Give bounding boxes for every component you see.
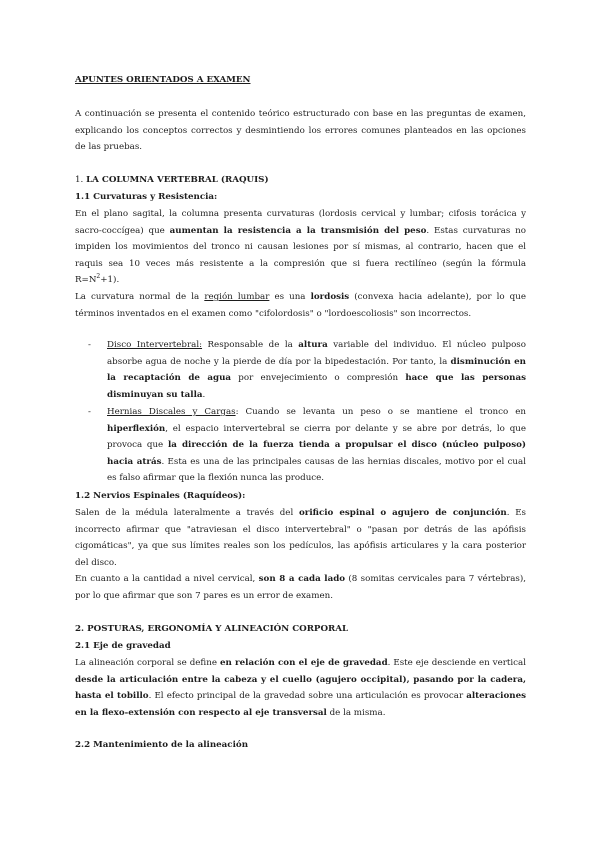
text-run: de la misma. — [326, 707, 386, 718]
text-run: es una — [269, 292, 311, 302]
section-1-title: LA COLUMNA VERTEBRAL (RAQUIS) — [86, 175, 269, 185]
bold-text: aumentan la resistencia a la transmisión del peso — [169, 225, 427, 236]
text-run: . El efecto principal de la gravedad sobre una articulación es provocar — [148, 691, 467, 701]
bold-text: la dirección de la fuerza tienda a propulsar el disco (núcleo pulposo) hacia atrás — [107, 440, 526, 467]
text-run: . Este eje desciende en vertical — [387, 658, 526, 668]
text-run: La curvatura normal de la — [75, 292, 205, 302]
bullet-hernias-discales — [107, 404, 526, 487]
bullet-term: Hernias Discales y Cargas — [107, 407, 236, 417]
document-title: APUNTES ORIENTADOS A EXAMEN — [75, 75, 251, 85]
underlined-text: región lumbar — [204, 292, 270, 302]
bold-text: son 8 a cada lado — [258, 574, 346, 584]
text-run: En cuanto a la cantidad a nivel cervical, — [75, 574, 259, 584]
text-run: : Cuando se levanta un peso o se mantiene el tronco en — [235, 407, 526, 417]
intro-paragraph: A continuación se presenta el contenido teórico estructurado con base en las preguntas de examen, explicando los conceptos correctos y desmintiendo los errores comunes planteados en las opciones de las pruebas. — [75, 109, 526, 152]
text-run: +1). — [100, 275, 120, 285]
bold-text: lordosis — [310, 292, 350, 302]
text-run: . Estas curvaturas no impiden los movimientos del tronco ni causan lesiones por sí mismas, al contrario, hacen que el raquis sea 10 veces más resistente a la compresión que si fuera rectilíneo (según la fórmula R=N — [75, 225, 526, 285]
section-1-heading — [75, 172, 526, 189]
text-run: (8 somitas cervicales para 7 vértebras), por lo que afirmar que son 7 pares es un error de examen. — [75, 574, 526, 601]
bold-text: altura — [298, 340, 328, 350]
bold-text: disminución en la recaptación de agua — [107, 356, 526, 383]
text-run: por envejecimiento o compresión — [231, 373, 406, 383]
text-run: variable del individuo. El núcleo pulposo absorbe agua de noche y la pierde de día por la bipedestación. Por tanto, la — [107, 340, 526, 367]
text-run: . Esta es una de las principales causas de las hernias discales, motivo por el cual es falso afirmar que la flexión nunca las produce. — [107, 456, 526, 483]
superscript: 2 — [96, 273, 101, 281]
paragraph-curvaturas — [75, 206, 526, 289]
text-run: (convexa hacia adelante), por lo que términos inventados en el examen como "cifolordosis" o "lordoescoliosis" son incorrectos. — [75, 292, 526, 319]
text-run: , el espacio intervertebral se cierra por delante y se abre por detrás, lo que provoca que — [107, 423, 526, 450]
text-run: . — [202, 389, 206, 400]
text-run: . Es incorrecto afirmar que "atraviesan el disco intervertebral" o "pasan por detrás de las apófisis cigomáticas", ya que sus límites reales son los pedículos, las apófisis articulares y la cara posterior del disco. — [75, 508, 526, 568]
bold-text: alteraciones en la flexo-extensión con respecto al eje transversal — [75, 691, 526, 718]
paragraph-nervios — [75, 505, 526, 571]
bold-text: orificio espinal o agujero de conjunción — [298, 508, 507, 518]
section-2-heading: 2. POSTURAS, ERGONOMÍA Y ALINEACIÓN CORPORAL — [75, 624, 349, 634]
subsection-2-2-heading: 2.2 Mantenimiento de la alineación — [75, 740, 249, 750]
text-run: La alineación corporal se define — [75, 658, 220, 668]
bullet-marker: - — [88, 340, 91, 350]
subsection-1-2-heading: 1.2 Nervios Espinales (Raquídeos): — [75, 491, 246, 501]
bold-text: hace que las personas disminuyan su talla — [107, 373, 526, 400]
bold-text: desde la articulación entre la cabeza y el cuello (agujero occipital), pasando por la cadera, hasta el tobillo — [75, 674, 526, 701]
subsection-2-1-heading: 2.1 Eje de gravedad — [75, 641, 171, 651]
bullet-term: Disco Intervertebral: — [107, 340, 203, 350]
paragraph-lordosis — [75, 289, 526, 322]
text-run: En el plano sagital, la columna presenta curvaturas (lordosis cervical y lumbar; cifosis torácica y sacro-coccígea) que — [75, 209, 526, 236]
paragraph-eje-gravedad — [75, 655, 526, 721]
bullet-marker: - — [88, 407, 91, 417]
text-run: Salen de la médula lateralmente a través del — [75, 508, 299, 518]
bold-text: en relación con el eje de gravedad — [219, 658, 388, 668]
bold-text: hiperflexión — [107, 423, 166, 434]
section-1-number: 1. — [75, 175, 84, 185]
paragraph-cervical — [75, 571, 526, 604]
bullet-disco-intervertebral — [107, 337, 526, 403]
subsection-1-1-heading: 1.1 Curvaturas y Resistencia: — [75, 192, 218, 202]
text-run: Responsable de la — [202, 340, 299, 350]
